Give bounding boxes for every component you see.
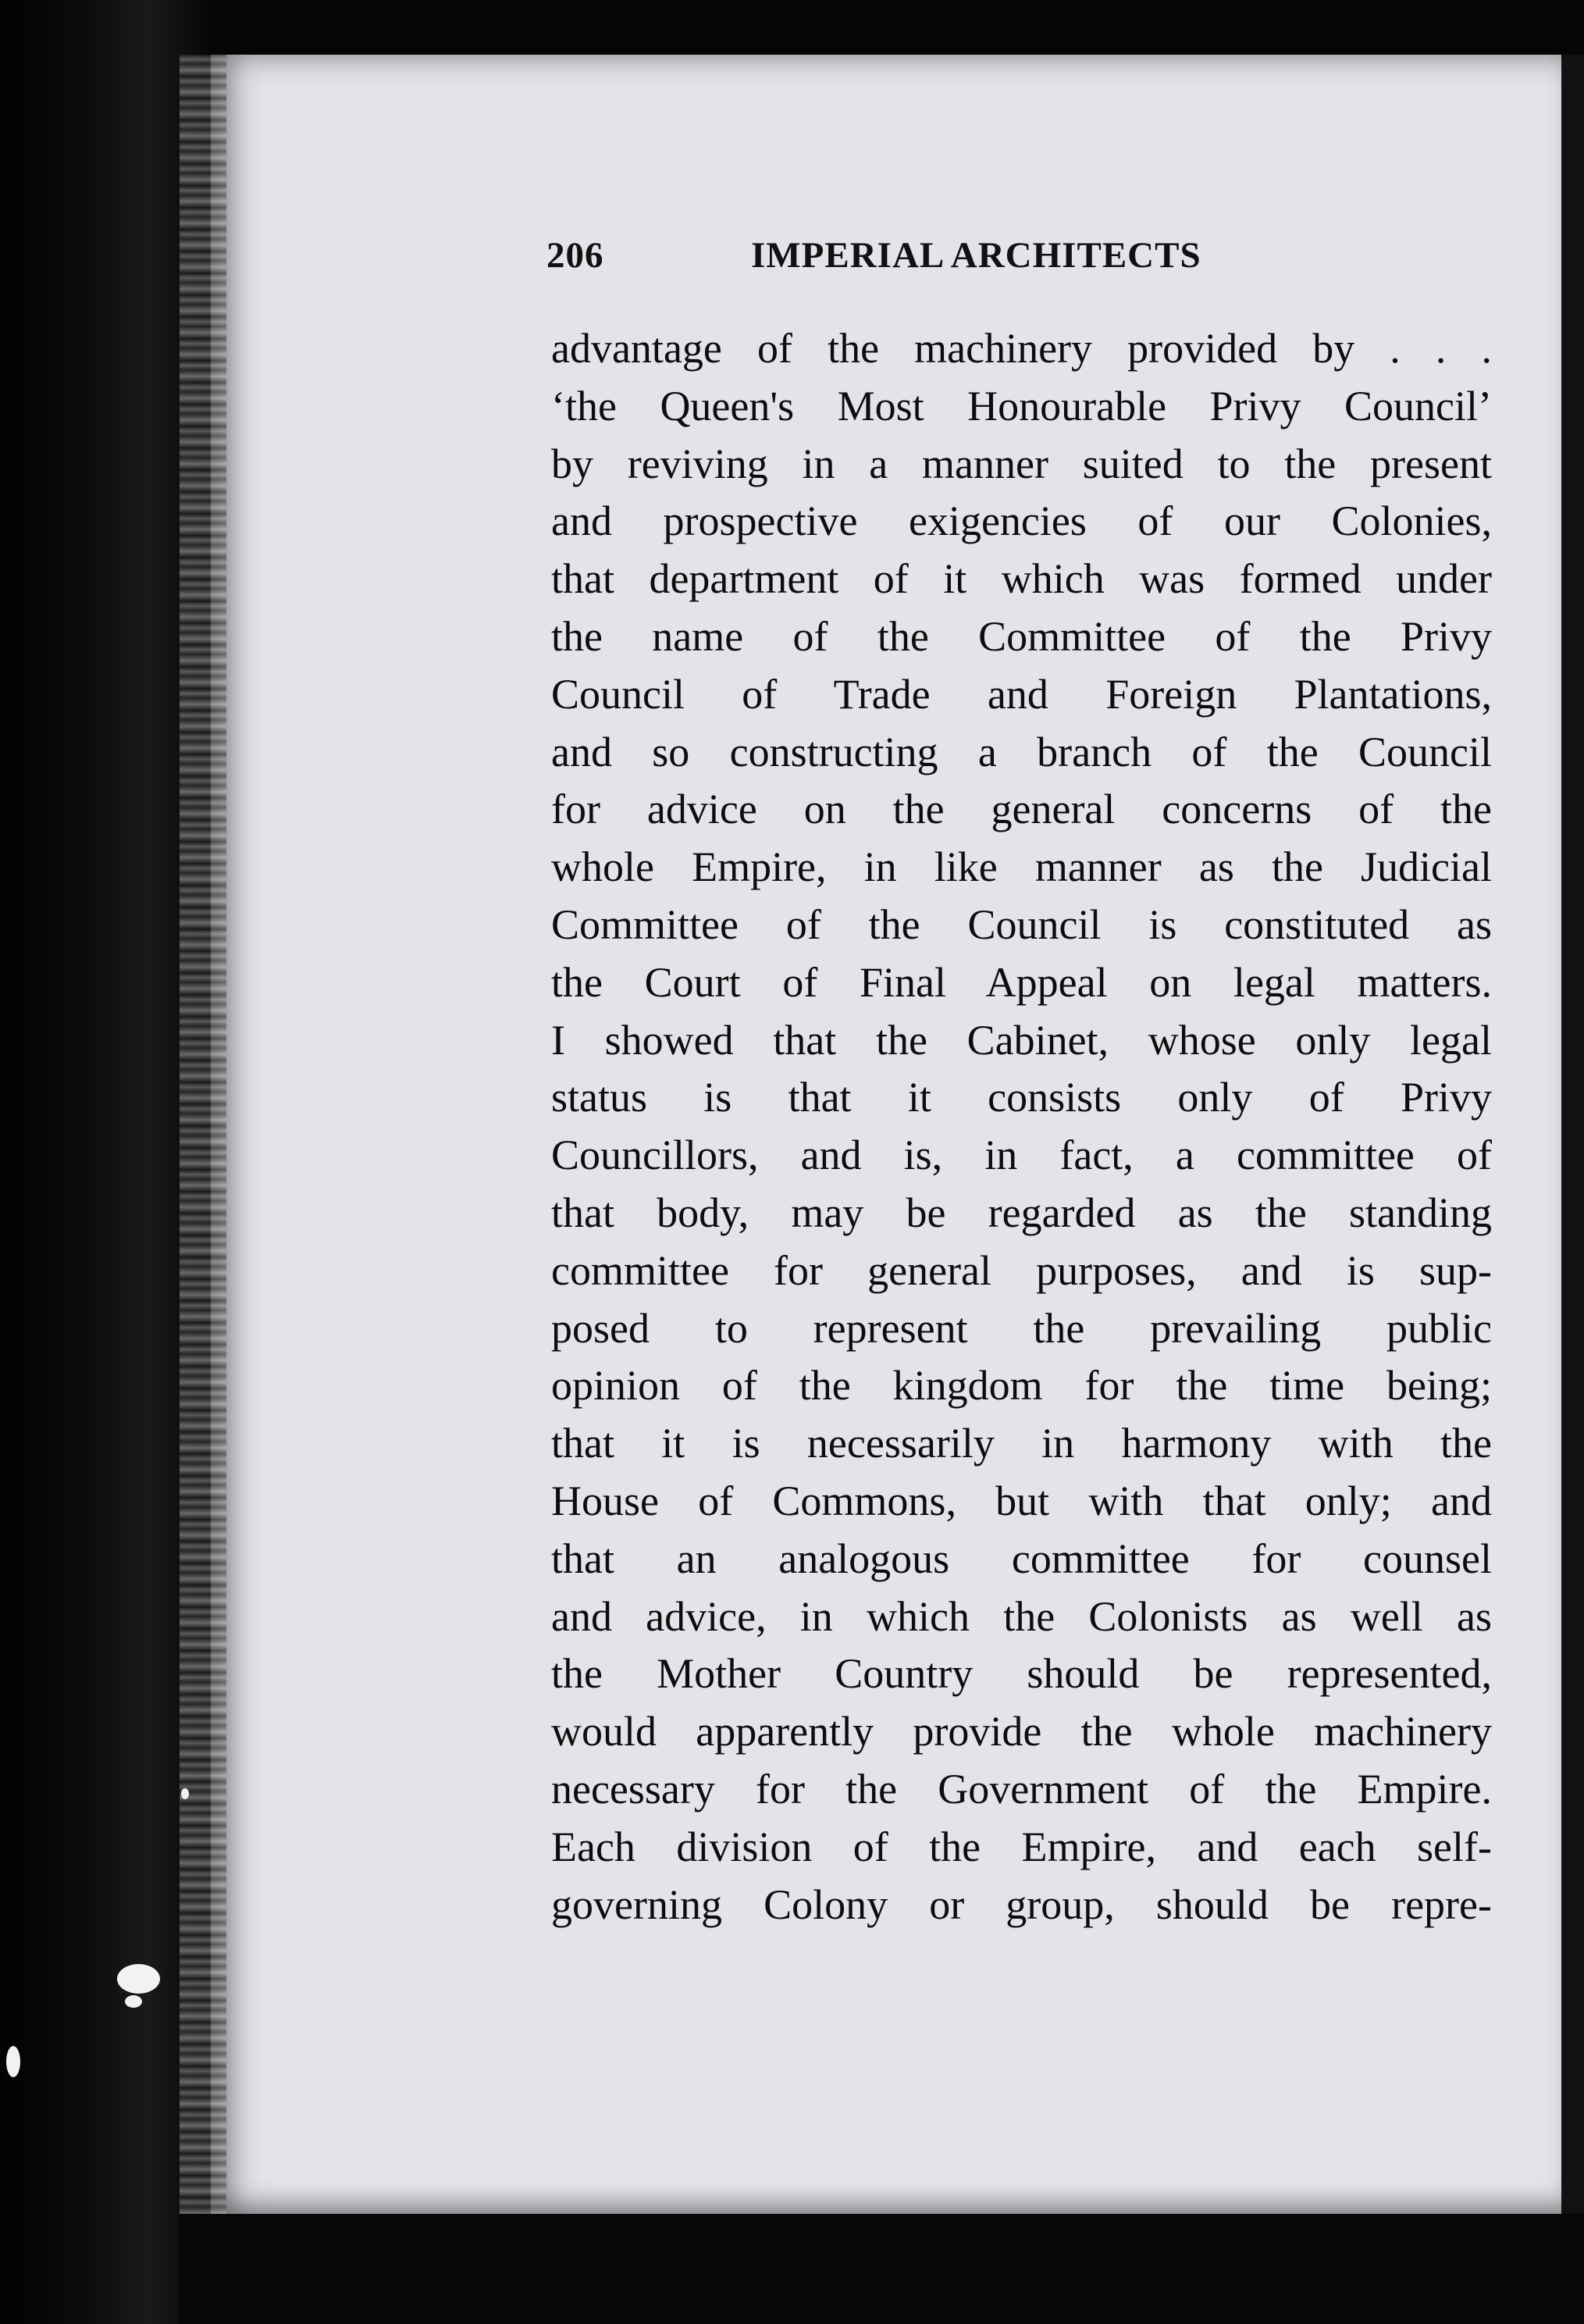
text-line: the name of the Committee of the Privy <box>551 612 1492 660</box>
page-number: 206 <box>546 235 604 276</box>
text-line: necessary for the Government of the Empire. <box>551 1765 1492 1813</box>
text-line: would apparently provide the whole machinery <box>551 1708 1492 1755</box>
text-line: status is that it consists only of Privy <box>551 1074 1492 1121</box>
speck <box>125 1995 142 2008</box>
text-line: governing Colony or group, should be repre- <box>551 1880 1492 1928</box>
text-line: that body, may be regarded as the standing <box>551 1189 1492 1236</box>
text-line: posed to represent the prevailing public <box>551 1304 1492 1352</box>
text-line: whole Empire, in like manner as the Judicial <box>551 843 1492 891</box>
text-line: Councillors, and is, in fact, a committee of <box>551 1132 1492 1179</box>
page-header-title: IMPERIAL ARCHITECTS <box>751 235 1201 276</box>
right-scan-border <box>1561 55 1584 2324</box>
text-line: ‘the Queen's Most Honourable Privy Council’ <box>551 382 1492 430</box>
text-line: Council of Trade and Foreign Plantations, <box>551 670 1492 718</box>
text-line: and prospective exigencies of our Colonies, <box>551 497 1492 545</box>
text-line: opinion of the kingdom for the time being; <box>551 1362 1492 1410</box>
speck <box>181 1788 189 1799</box>
text-line: that department of it which was formed under <box>551 555 1492 603</box>
text-line: the Mother Country should be represented, <box>551 1650 1492 1698</box>
speck <box>117 1964 160 1994</box>
text-line: and so constructing a branch of the Council <box>551 728 1492 775</box>
text-line: by reviving in a manner suited to the present <box>551 440 1492 487</box>
text-line: the Court of Final Appeal on legal matters. <box>551 958 1492 1006</box>
body-text <box>551 320 1492 1934</box>
text-line: for advice on the general concerns of the <box>551 786 1492 833</box>
text-line: that it is necessarily in harmony with the <box>551 1420 1492 1467</box>
running-head <box>546 234 1273 297</box>
text-line: House of Commons, but with that only; and <box>551 1477 1492 1524</box>
page-edge-stack <box>180 55 226 2226</box>
text-line: advantage of the machinery provided by . . . <box>551 325 1492 372</box>
text-line: that an analogous committee for counsel <box>551 1534 1492 1582</box>
text-line: I showed that the Cabinet, whose only legal <box>551 1016 1492 1064</box>
bottom-scan-border <box>180 2214 1584 2324</box>
text-line: Committee of the Council is constituted as <box>551 900 1492 948</box>
text-line: committee for general purposes, and is sup- <box>551 1246 1492 1294</box>
text-line: Each division of the Empire, and each self- <box>551 1823 1492 1870</box>
text-line: and advice, in which the Colonists as well as <box>551 1592 1492 1640</box>
speck <box>6 2046 20 2077</box>
